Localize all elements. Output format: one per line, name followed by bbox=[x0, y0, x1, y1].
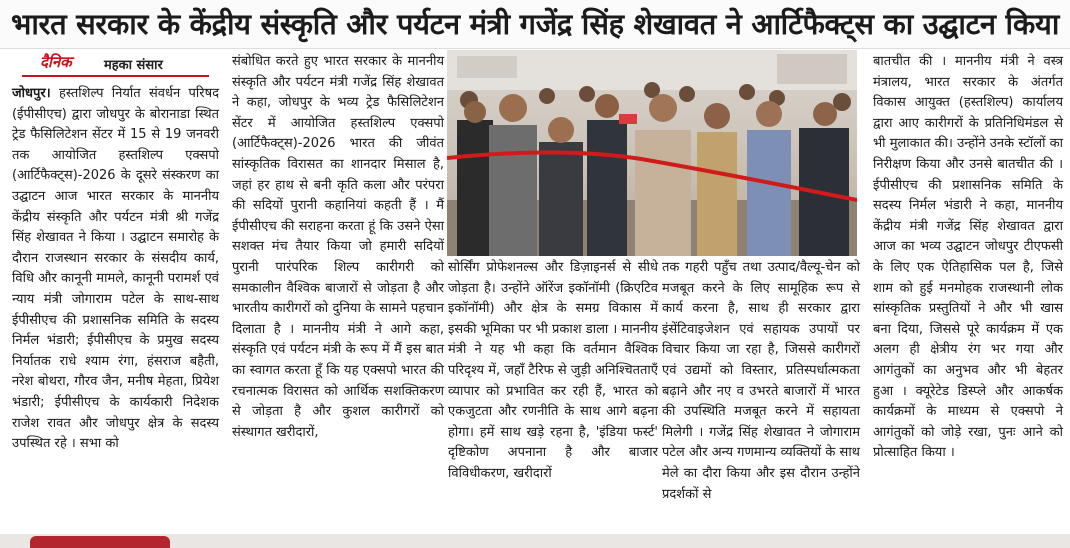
article-column-4 bbox=[662, 258, 860, 505]
column-1-text: हस्तशिल्प निर्यात संवर्धन परिषद (ईपीसीएच) द्वारा जोधपुर के बोरानाडा स्थित ट्रेड फैसिलिटेशन सेंटर में 15 से 19 जनवरी तक आयोजित हस्तशिल्प एक्सपो (आर्टिफैक्ट्स)-2026 के दूसरे संस्करण का उद्घाटन आज भारत सरकार के माननीय केंद्रीय संस्कृति और पर्यटन मंत्री श्री गजेंद्र सिंह शेखावत ने किया । उद्घाटन समारोह के दौरान राजस्थान सरकार के संसदीय कार्य, विधि और कानूनी मामले, कानूनी परामर्श एवं न्याय मंत्री जोगाराम पटेल के साथ-साथ ईपीसीएच की प्रशासनिक समिति के सदस्य निर्मल भंडारी; ईपीसीएच के प्रमुख सदस्य निर्यातक राधे श्याम रंगा, हंसराज बहैती, नरेश बोथरा, गौरव जैन, मनीष मेहता, प्रियेश भंडारी; ईपीसीएच के कार्यकारी निदेशक राजेश रावत और जोधपुर क्षेत्र के सदस्य उपस्थित रहे । सभा को bbox=[12, 86, 219, 452]
ribbon-cutting-photo bbox=[447, 50, 857, 256]
masthead-brand: दैनिक bbox=[40, 53, 72, 71]
next-article-image-edge bbox=[30, 536, 170, 548]
masthead-name: महका संसार bbox=[104, 58, 163, 73]
column-2-text: संबोधित करते हुए भारत सरकार के माननीय संस्कृति और पर्यटन मंत्री गजेंद्र सिंह शेखावत ने कहा, जोधपुर के भव्य ट्रेड फैसिलिटेशन सेंटर में आयोजित हस्तशिल्प एक्सपो (आर्टिफैक्ट्स)-2026 भारत की जीवंत सांस्कृतिक विरासत का शानदार मिसाल है, जहां हर हाथ से बनी कृति कला और परंपरा की सदियों पुरानी कहानियां कहती हैं । मैं ईपीसीएच की सराहना करता हूं कि उसने ऐसा सशक्त मंच तैयार किया जो हमारी सदियों पुरानी पारंपरिक शिल्प कारीगरी को समकालीन वैश्विक बाजारों से जोड़ता है और भारतीय कारीगरों को दुनिया के सामने पहचान दिलाता है । माननीय मंत्री ने आगे कहा, संस्कृति एवं पर्यटन मंत्री के रूप में मैं इस बात का स्वागत करता हूँ कि यह एक्सपो भारत की रचनात्मक विरासत को आर्थिक सशक्तिकरण से जोड़ता है और कुशल कारीगरों को संस्थागत खरीदारों, bbox=[232, 54, 444, 440]
dateline-place: जोधपुर। bbox=[12, 86, 51, 101]
headline: भारत सरकार के केंद्रीय संस्कृति और पर्यटन मंत्री गजेंद्र सिंह शेखावत ने आर्टिफैक्ट्स का उद्घाटन किया bbox=[0, 0, 1070, 49]
article-column-5 bbox=[873, 52, 1063, 464]
column-1-paragraph bbox=[12, 84, 219, 455]
article-column-3 bbox=[448, 258, 658, 485]
ribbon-cutting-photo-illustration bbox=[447, 50, 857, 256]
article-column-2 bbox=[232, 52, 444, 443]
newspaper-masthead bbox=[12, 50, 219, 80]
next-article-strip bbox=[0, 534, 1070, 548]
column-3-text: सोर्सिंग प्रोफेशनल्स और डिज़ाइनर्स से सीधे जोड़ता है। उन्होंने ऑरेंज इकॉनॉमी (क्रिएटिव इकॉनॉमी) और क्षेत्र के समग्र विकास में इसकी भूमिका पर भी प्रकाश डाला । माननीय मंत्री ने यह भी कहा कि वर्तमान वैश्विक परिदृश्य में, जहाँ टैरिफ से जुड़ी अनिश्चितताएँ व्यापार को प्रभावित कर रही हैं, भारत को एकजुटता और रणनीति के साथ आगे बढ़ना होगा। हमें साथ खड़े रहना है, 'इंडिया फर्स्ट' दृष्टिकोण अपनाना है और बाजार विविधीकरण, खरीदारों bbox=[448, 260, 658, 481]
article-column-1 bbox=[12, 84, 219, 455]
masthead-rule bbox=[22, 75, 209, 77]
column-5-text: बातचीत की । माननीय मंत्री ने वस्त्र मंत्रालय, भारत सरकार के अंतर्गत विकास आयुक्त (हस्तशिल्प) कार्यालय द्वारा आए कारीगरों के प्रतिनिधिमंडल से भी मुलाकात की। उन्होंने उनके स्टॉलों का निरीक्षण किया और उनसे बातचीत की । ईपीसीएच की प्रशासनिक समिति के सदस्य निर्मल भंडारी ने कहा, माननीय केंद्रीय मंत्री गजेंद्र सिंह शेखावत द्वारा आज का भव्य उद्घाटन जोधपुर टीएफसी के लिए एक ऐतिहासिक पल है, जिसे शाम को हुई मनमोहक राजस्थानी लोक सांस्कृतिक प्रस्तुतियों ने और भी खास बना दिया, जिससे पूरे कार्यक्रम में एक अलग ही क्षेत्रीय रंग भर गया और आगंतुकों का अनुभव और भी बेहतर हुआ । क्यूरेटेड डिस्प्ले और आकर्षक कार्यक्रमों के माध्यम से एक्सपो ने आगंतुकों को जोड़े रखा, पुनः आने को प्रोत्साहित किया । bbox=[873, 54, 1063, 461]
column-4-text: तक गहरी पहुँच तथा उत्पाद/वैल्यू-चेन को मजबूत करने के लिए सामूहिक रूप से कार्य करना है, साथ ही सरकार द्वारा इंसेंटिवाइजेशन एवं सहायक उपायों पर विचार किया जा रहा है, जिससे कारीगरों एवं उद्यमों को विस्तार, प्रतिस्पर्धात्मकता बढ़ाने और नए व उभरते बाजारों में भारत की उपस्थिति मजबूत करने में सहायता मिलेगी । गजेंद्र सिंह शेखावत ने जोगाराम पटेल और अन्य गणमान्य व्यक्तियों के साथ मेले का दौरा किया और इस दौरान उन्होंने प्रदर्शकों से bbox=[662, 260, 860, 502]
